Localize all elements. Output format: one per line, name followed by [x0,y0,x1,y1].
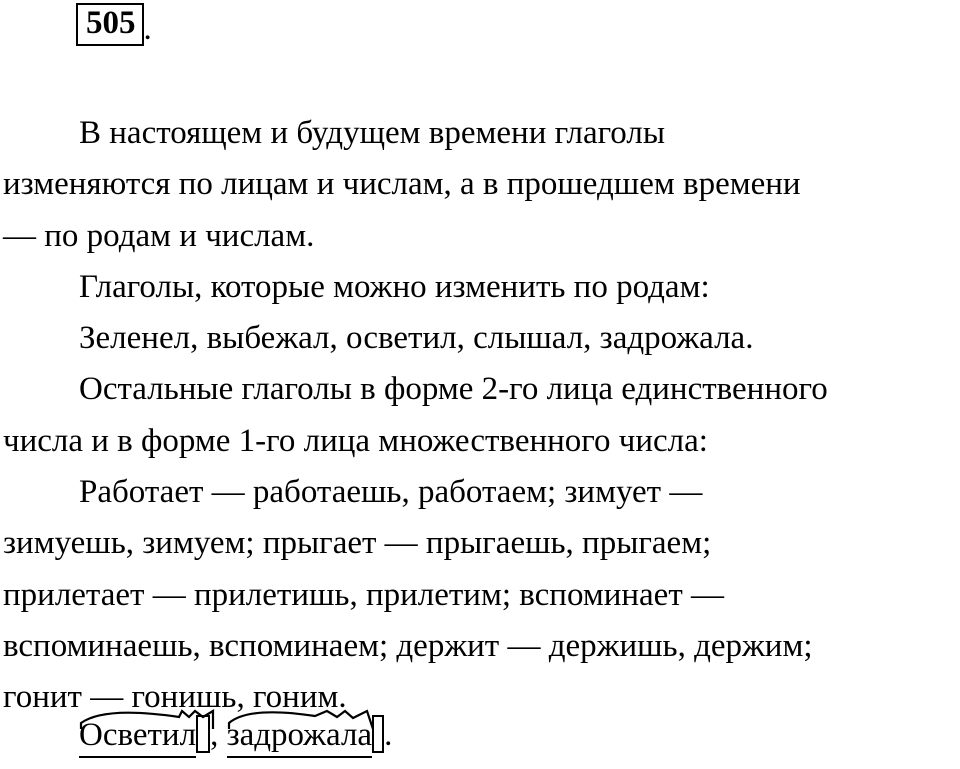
exercise-number [76,4,152,46]
text-line: Зеленел, выбежал, осветил, слышал, задрожала. [79,320,754,357]
morpheme-analysis-line [79,710,392,761]
text-line: прилетает — прилетишь, прилетим; вспоминает — [3,576,725,613]
stem-arc-icon [227,708,387,730]
text-line: Работает — работаешь, работаем; зимует — [79,474,703,511]
exercise-number-dot: . [143,11,152,47]
text-line: Глаголы, которые можно изменить по родам: [79,268,710,305]
text-line: числа и в форме 1-го лица множественного числа: [3,422,708,459]
morpheme-word-text: Осветил [79,717,197,753]
text-line: изменяются по лицам и числам, а в прошедшем времени [3,166,801,203]
base-underline [79,756,196,758]
text-line: гонит — гонишь, гоним. [3,679,347,716]
morpheme-word-osvetil [79,710,196,761]
final-period: . [384,717,393,753]
stem-arc-icon [79,708,229,730]
exercise-number-box: 505 [76,3,144,46]
morpheme-word-text: задрожала [226,717,373,753]
text-line: В настоящем и будущем времени глаголы [79,115,666,151]
answer-text [3,108,960,724]
text-line: — по родам и числам. [3,217,315,254]
base-underline [227,756,373,758]
text-line: Остальные глаголы в форме 2-го лица единственного [79,371,828,408]
comma-separator: , [210,717,227,753]
text-line: зимуешь, зимуем; прыгает — прыгаешь, прыгаем; [3,525,712,562]
text-line: вспоминаешь, вспоминаем; держит — держишь, держим; [3,627,813,664]
morpheme-word-zadrozhala [227,710,373,761]
